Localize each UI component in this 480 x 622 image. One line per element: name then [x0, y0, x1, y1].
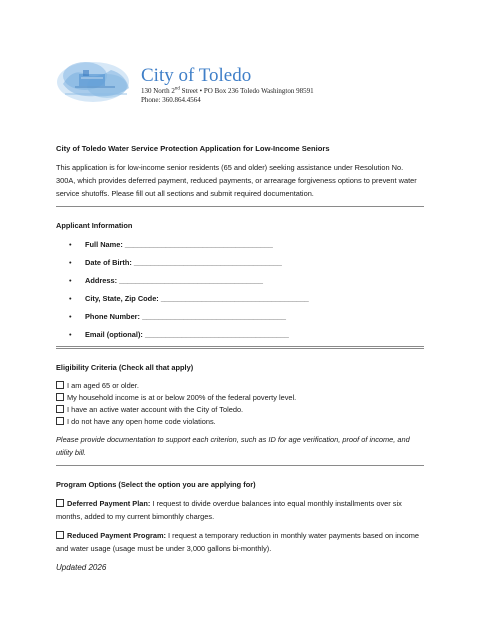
- eligibility-section-title: Eligibility Criteria (Check all that apply): [56, 363, 194, 372]
- checkbox[interactable]: [56, 393, 64, 401]
- section-divider: [56, 465, 424, 466]
- option-deferred-payment[interactable]: Deferred Payment Plan: I request to divide overdue balances into equal monthly installments over six months, added to my current bimonthly charges.: [56, 499, 402, 521]
- field-email[interactable]: • Email (optional): ___________________________________: [69, 328, 424, 346]
- program-section-title: Program Options (Select the option you are applying for): [56, 480, 256, 489]
- org-phone: Phone: 360.864.4564: [141, 96, 201, 104]
- eligibility-item-income[interactable]: My household income is at or below 200% of the federal poverty level.: [56, 392, 424, 404]
- checkbox[interactable]: [56, 381, 64, 389]
- checkbox[interactable]: [56, 417, 64, 425]
- letterhead: [55, 54, 435, 114]
- section-divider: [56, 206, 424, 207]
- field-address[interactable]: • Address: ___________________________________: [69, 274, 424, 292]
- org-name: City of Toledo: [141, 65, 252, 86]
- document-title: City of Toledo Water Service Protection Application for Low-Income Seniors: [56, 144, 330, 153]
- checkbox[interactable]: [56, 405, 64, 413]
- field-full-name[interactable]: • Full Name: ____________________________________: [69, 238, 424, 256]
- intro-paragraph: This application is for low-income senior residents (65 and older) seeking assistance under Resolution No. 300A, which provides deferred payment, reduced payments, or arrearage forgiveness options to prevent water service shutoffs. Please fill out all sections and submit required documentation.: [56, 163, 417, 198]
- applicant-fields: [56, 238, 424, 346]
- application-document: [56, 142, 424, 574]
- field-date-of-birth[interactable]: • Date of Birth: ____________________________________: [69, 256, 424, 274]
- city-logo-watercolor: [55, 54, 137, 106]
- updated-date: Updated 2026: [56, 563, 107, 572]
- eligibility-checklist: [56, 380, 424, 428]
- documentation-note: Please provide documentation to support each criterion, such as ID for age verification, proof of income, and utility bill.: [56, 435, 410, 457]
- eligibility-item-violations[interactable]: I do not have any open home code violations.: [56, 416, 424, 428]
- option-reduced-payment[interactable]: Reduced Payment Program: I request a temporary reduction in monthly water payments based on income and water usage (usage must be under 3,000 gallons bi-monthly).: [56, 531, 420, 553]
- field-phone-number[interactable]: • Phone Number: ___________________________________: [69, 310, 424, 328]
- org-address: 130 North 2nd Street • PO Box 236 Toledo Washington 98591: [141, 86, 314, 95]
- checkbox[interactable]: [56, 499, 64, 507]
- checkbox[interactable]: [56, 531, 64, 539]
- eligibility-item-account[interactable]: I have an active water account with the City of Toledo.: [56, 404, 424, 416]
- field-city-state-zip[interactable]: • City, State, Zip Code: ____________________________________: [69, 292, 424, 310]
- applicant-section-title: Applicant Information: [56, 221, 133, 230]
- eligibility-item-age[interactable]: I am aged 65 or older.: [56, 380, 424, 392]
- section-divider: [56, 346, 424, 349]
